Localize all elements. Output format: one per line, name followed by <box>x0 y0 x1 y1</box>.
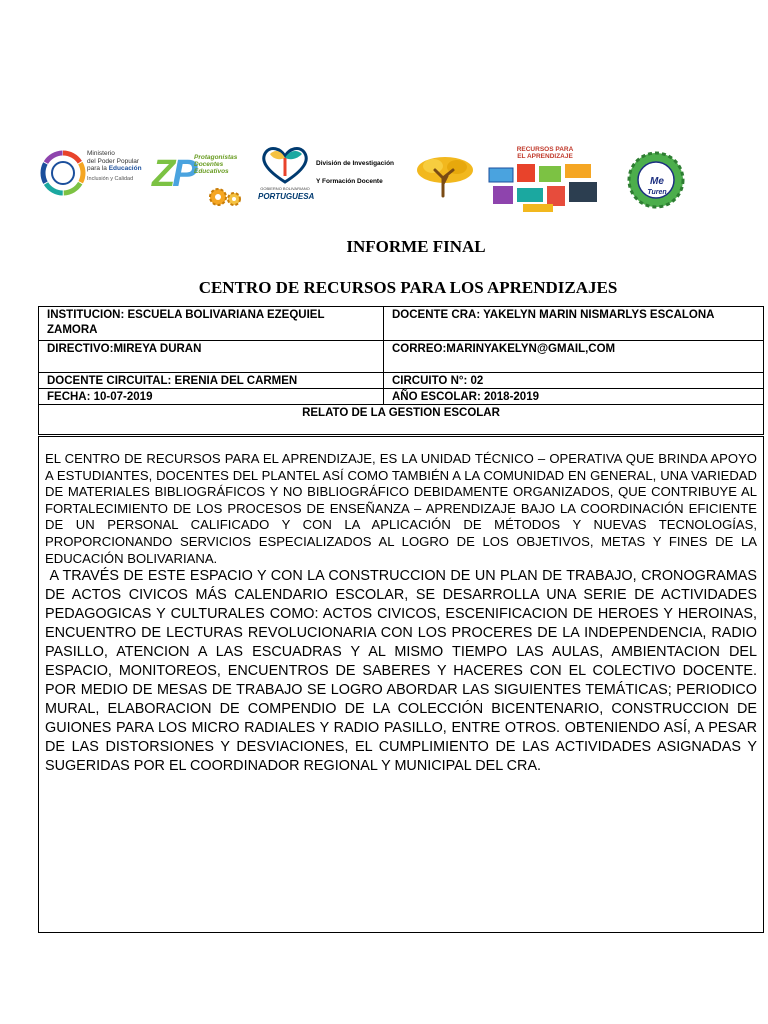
docente-circuital-cell: DOCENTE CIRCUITAL: ERENIA DEL CARMEN <box>39 373 384 388</box>
zp-logo <box>150 150 254 212</box>
docente-cra-cell: DOCENTE CRA: YAKELYN MARIN NISMARLYS ESCALONA <box>392 309 715 321</box>
document-subtitle: CENTRO DE RECURSOS PARA LOS APRENDIZAJES <box>198 278 618 297</box>
zp-slogan: Protagonistas Docentes Educativos <box>194 154 238 175</box>
tree-logo <box>413 154 477 198</box>
portuguesa-logo <box>256 142 406 208</box>
cra-collage-icon <box>483 160 609 216</box>
correo-cell: CORREO:MARINYAKELYN@GMAIL,COM <box>392 343 616 355</box>
ministerio-emblem-icon <box>40 150 86 196</box>
zp-mark-p: P <box>172 153 195 195</box>
heart-emblem-icon <box>256 142 314 186</box>
ministerio-line2: del Poder Popular <box>87 157 140 165</box>
table-row <box>39 389 763 405</box>
relato-box <box>38 436 764 933</box>
me-turen-line1: Me <box>650 176 664 187</box>
relato-heading: RELATO DE LA GESTION ESCOLAR <box>302 407 500 419</box>
directivo-cell: DIRECTIVO:MIREYA DURAN <box>39 341 384 372</box>
cra-logo-line1: RECURSOS PARA <box>516 146 574 153</box>
division-line2: Y Formación Docente <box>316 178 383 185</box>
table-row <box>39 405 763 434</box>
info-table <box>38 306 764 435</box>
zp-mark-text: ZP <box>152 153 195 195</box>
table-row <box>39 373 763 389</box>
me-turen-logo <box>618 150 694 210</box>
division-line1: División de Investigación <box>316 160 395 167</box>
cra-logo-title <box>505 146 585 160</box>
table-row <box>39 341 763 373</box>
relato-paragraph-1: EL CENTRO DE RECURSOS PARA EL APRENDIZAJE, ES LA UNIDAD TÉCNICO – OPERATIVA QUE BRINDA APOYO A ESTUDIANTES, DOCENTES DEL PLANTEL ASÍ COMO TAMBIÉN A LA COMUNIDAD EN GENERAL, UNA VARIEDAD DE MATERIALES BIBLIOGRÁFICOS Y NO BIBLIOGRÁFICO DEBIDAMENTE ORGANIZADOS, QUE CONTRIBUYE AL FORTALECIMIENTO DE LOS PROCESOS DE ENSEÑANZA – APRENDIZAJE BAJO LA COORDINACIÓN EFICIENTE DE UN PERSONAL CALIFICADO Y CON LA APLICACIÓN DE MÉTODOS Y NUEVAS TECNOLOGÍAS, PROPORCIONANDO SERVICIOS ESPECIALIZADOS AL LOGRO DE LOS OBJETIVOS, METAS Y FINES DE LA EDUCACIÓN BOLIVARIANA. <box>45 451 757 566</box>
document-title: INFORME FINAL <box>346 237 486 256</box>
me-turen-line2: Turen <box>647 189 667 196</box>
ministerio-line3-strong: Educación <box>108 165 142 172</box>
cra-logo-line2: EL APRENDIZAJE <box>517 153 573 160</box>
ministerio-line1: Ministerio <box>87 150 115 157</box>
circuito-cell: CIRCUITO N°: 02 <box>392 375 484 387</box>
ministerio-logo <box>40 150 160 210</box>
fecha-cell: FECHA: 10-07-2019 <box>39 389 384 404</box>
tree-icon <box>413 154 477 198</box>
institucion-cell: INSTITUCION: ESCUELA BOLIVARIANA EZEQUIEL ZAMORA <box>39 307 384 340</box>
ministerio-tagline: Inclusión y Calidad <box>87 175 134 182</box>
logo-strip <box>38 140 738 220</box>
anio-escolar-cell: AÑO ESCOLAR: 2018-2019 <box>392 391 539 403</box>
cra-logo <box>483 140 609 216</box>
portuguesa-caption-small: GOBIERNO BOLIVARIANO <box>260 186 310 191</box>
portuguesa-caption: PORTUGUESA <box>258 192 315 201</box>
relato-paragraph-2: A TRAVÉS DE ESTE ESPACIO Y CON LA CONSTRUCCION DE UN PLAN DE TRABAJO, CRONOGRAMAS DE ACTOS CIVICOS MÁS CALENDARIO ESCOLAR, SE DESARROLLA UNA SERIE DE ACTIVIDADES PEDAGOGICAS Y CULTURALES COMO: ACTOS CIVICOS, ESCENIFICACION DE HEROES Y HEROINAS, ENCUENTRO DE LECTURAS REVOLUCIONARIA CON LOS PROCERES DE LA INDEPENDENCIA, RADIO PASILLO, ATENCION A LAS ESCUADRAS Y AL MISMO TIEMPO LAS AULAS, AMBIENTACION DEL ESPACIO, MONITOREOS, ENCUENTROS DE SABERES Y HACERES CON EL COLECTIVO DOCENTE. POR MEDIO DE MESAS DE TRABAJO SE LOGRO ABORDAR LAS SIGUIENTES TEMÁTICAS; PERIODICO MURAL, ELABORACION DE COMPENDIO DE LA COLECCIÓN BICENTENARIO, CONSTRUCCION DE GUIONES PARA LOS MICRO RADIALES Y RADIO PASILLO, ENTRE OTROS. OBTENIENDO ASÍ, A PESAR DE LAS DISTORSIONES Y DESVIACIONES, EL CUMPLIMIENTO DE LAS ACTIVIDADES ASIGNADAS Y SUGERIDAS POR EL COORDINADOR REGIONAL Y MUNICIPAL DEL CRA. <box>45 568 762 775</box>
ministerio-line3-prefix: para la <box>87 165 109 172</box>
gears-icon <box>206 186 246 208</box>
table-row <box>39 307 763 341</box>
zp-mark <box>152 154 195 194</box>
me-turen-text <box>642 177 672 198</box>
